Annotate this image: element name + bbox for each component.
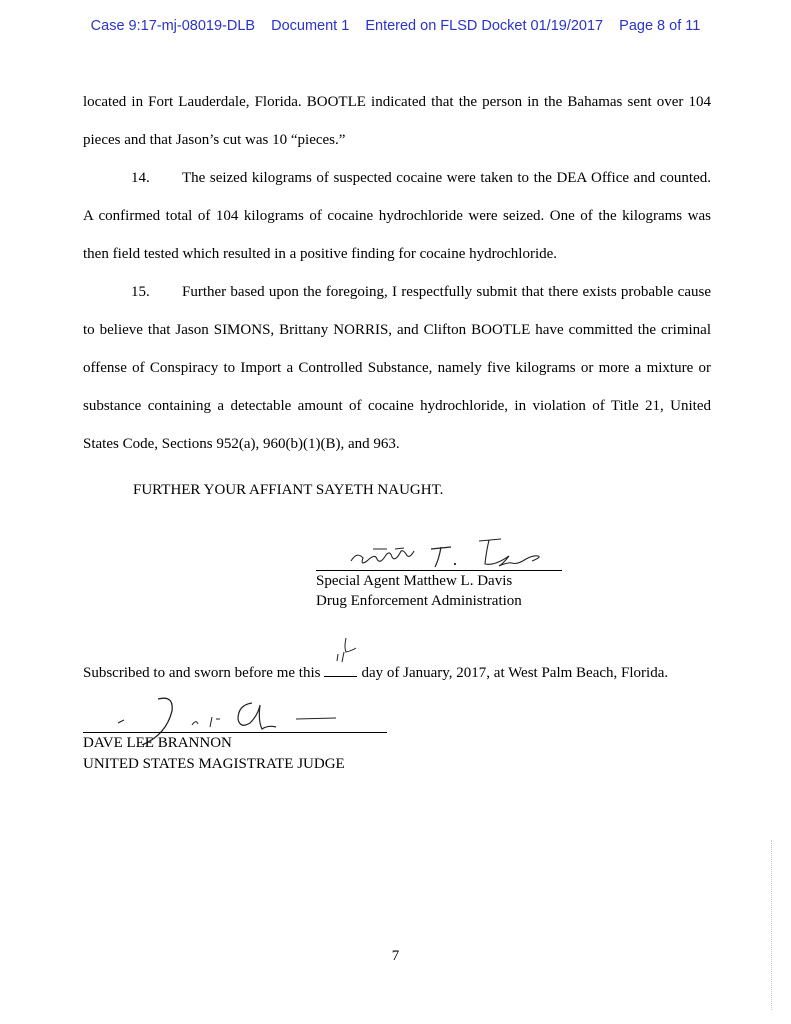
affiant-name: Special Agent Matthew L. Davis bbox=[316, 573, 513, 589]
docket-header bbox=[0, 18, 791, 34]
paragraph-continued bbox=[83, 83, 711, 159]
handwritten-day bbox=[324, 632, 364, 678]
paragraph-text: The seized kilograms of suspected cocaine were taken to the DEA Office and counted. A confirmed total of 104 kilograms of cocaine hydrochloride were seized. One of the kilograms was then field tested which resulted in a positive finding for cocaine hydrochloride. bbox=[83, 170, 711, 262]
closing-statement: FURTHER YOUR AFFIANT SAYETH NAUGHT. bbox=[133, 482, 444, 498]
page-of-total: Page 8 of 11 bbox=[619, 18, 701, 34]
paragraph-text: located in Fort Lauderdale, Florida. BOOTLE indicated that the person in the Bahamas sent over 104 pieces and that Jason’s cut was 10 “pieces.” bbox=[83, 94, 711, 148]
docket-entry: Entered on FLSD Docket 01/19/2017 bbox=[365, 18, 604, 34]
judge-block bbox=[83, 733, 345, 775]
scan-artifact bbox=[771, 840, 773, 1010]
judge-title: UNITED STATES MAGISTRATE JUDGE bbox=[83, 756, 345, 772]
paragraph-number: 15. bbox=[131, 284, 150, 300]
jurat-tail: day of January, 2017, at West Palm Beach, Florida. bbox=[361, 665, 669, 681]
judge-name: DAVE LEE BRANNON bbox=[83, 735, 232, 751]
affiant-agency: Drug Enforcement Administration bbox=[316, 593, 522, 609]
document-number: Document 1 bbox=[271, 18, 350, 34]
paragraph-text: Further based upon the foregoing, I respectfully submit that there exists probable cause to believe that Jason SIMONS, Brittany NORRIS, and Clifton BOOTLE have committed the criminal offense of Conspiracy to Import a Controlled Substance, namely five kilograms or more a mixture or substance containing a detectable amount of cocaine hydrochloride, in violation of Title 21, United States Code, Sections 952(a), 960(b)(1)(B), and 963. bbox=[83, 284, 711, 452]
affiant-signature bbox=[313, 527, 567, 575]
affiant-block bbox=[316, 571, 522, 611]
day-blank bbox=[324, 662, 357, 677]
paragraph-15 bbox=[83, 273, 711, 463]
jurat-lead: Subscribed to and sworn before me this bbox=[83, 665, 321, 681]
case-number: Case 9:17-mj-08019-DLB bbox=[90, 18, 256, 34]
jurat bbox=[83, 662, 668, 682]
paragraph-14 bbox=[83, 159, 711, 273]
page-number: 7 bbox=[391, 948, 400, 964]
paragraph-number: 14. bbox=[131, 170, 150, 186]
affidavit-body bbox=[83, 83, 711, 463]
